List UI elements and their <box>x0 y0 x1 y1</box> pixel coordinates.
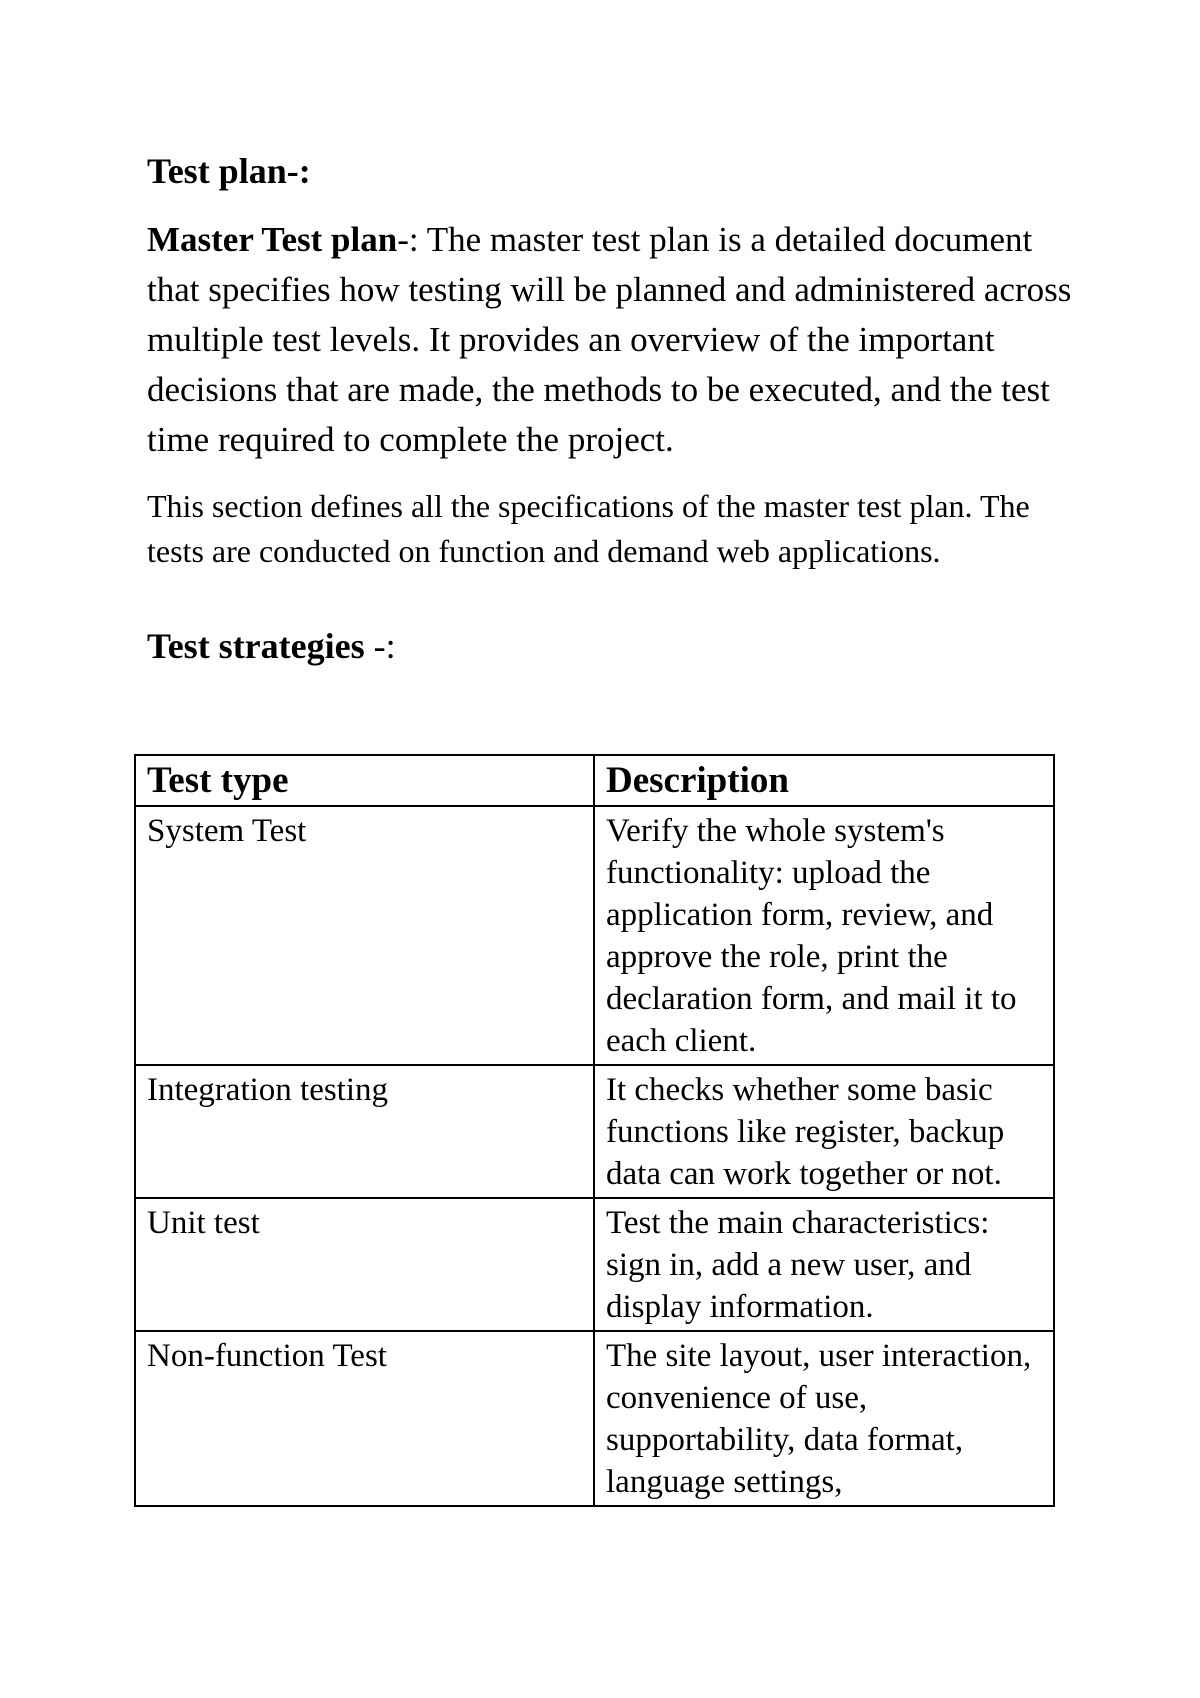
master-test-plan-text: -: The master test plan is a detailed document that specifies how testing will be planned and administered across multiple test levels. It provides an overview of the important decisions that are made, the methods to be executed, and the test time required to complete the project. <box>147 220 1072 459</box>
description-cell: It checks whether some basic functions like register, backup data can work together or not. <box>594 1065 1054 1198</box>
test-strategies-table <box>134 754 1055 1507</box>
test-type-cell: System Test <box>135 806 594 1065</box>
master-test-plan-paragraph <box>147 215 1087 465</box>
column-header-test-type: Test type <box>135 755 594 806</box>
test-type-cell: Unit test <box>135 1198 594 1331</box>
table-row <box>135 1198 1054 1331</box>
table-row <box>135 806 1054 1065</box>
master-test-plan-continued: This section defines all the specifications of the master test plan. The tests are conducted on function and demand web applications. <box>147 488 1030 569</box>
test-strategies-heading <box>147 628 396 664</box>
description-cell: Test the main characteristics: sign in, add a new user, and display information. <box>594 1198 1054 1331</box>
table-row <box>135 1065 1054 1198</box>
table-header-row <box>135 755 1054 806</box>
test-type-cell: Non-function Test <box>135 1331 594 1506</box>
test-plan-heading: Test plan-: <box>147 151 311 191</box>
master-test-plan-label: Master Test plan <box>147 220 398 259</box>
description-cell: The site layout, user interaction, convenience of use, supportability, data format, language settings, <box>594 1331 1054 1506</box>
description-cell: Verify the whole system's functionality: upload the application form, review, and approve the role, print the declaration form, and mail it to each client. <box>594 806 1054 1065</box>
table-row <box>135 1331 1054 1506</box>
test-strategies-label: Test strategies <box>147 626 365 666</box>
column-header-description: Description <box>594 755 1054 806</box>
test-type-cell: Integration testing <box>135 1065 594 1198</box>
test-strategies-suffix: -: <box>364 626 396 666</box>
